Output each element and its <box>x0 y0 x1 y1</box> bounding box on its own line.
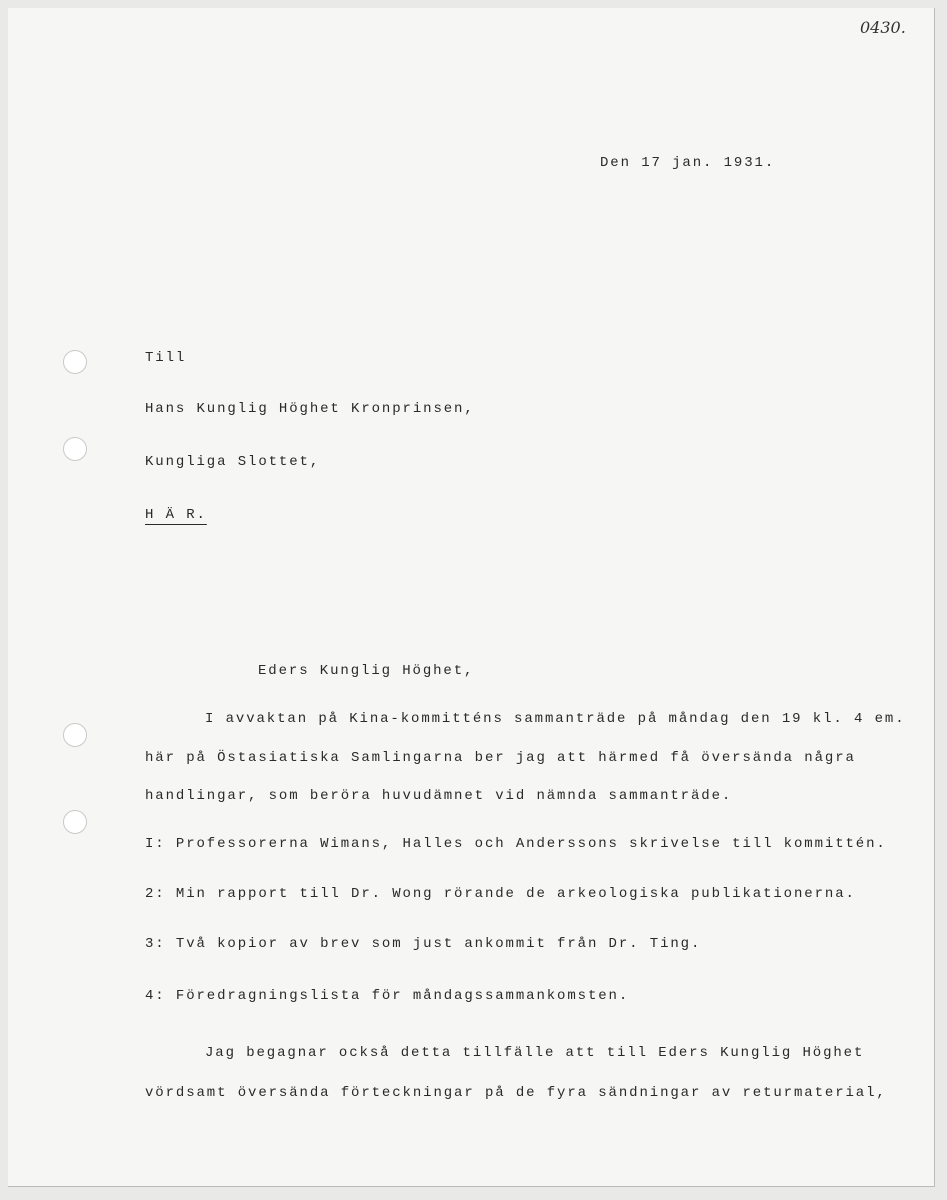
body-line: vördsamt översända förteckningar på de fyra sändningar av returmaterial, <box>145 1085 887 1101</box>
body-line: här på Östasiatiska Samlingarna ber jag att härmed få översända några <box>145 750 856 766</box>
punch-hole <box>63 810 87 834</box>
punch-hole <box>63 723 87 747</box>
punch-hole <box>63 437 87 461</box>
enclosure-item: 3: Två kopior av brev som just ankommit från Dr. Ting. <box>145 936 702 952</box>
archive-number: 0430. <box>860 18 906 37</box>
punch-hole <box>63 350 87 374</box>
enclosure-item: 2: Min rapport till Dr. Wong rörande de arkeologiska publikationerna. <box>145 886 856 902</box>
body-line: handlingar, som beröra huvudämnet vid nämnda sammanträde. <box>145 788 733 804</box>
address-line: H Ä R. <box>145 507 207 523</box>
body-line: I avvaktan på Kina-kommitténs sammanträde på måndag den 19 kl. 4 em. <box>205 711 906 727</box>
body-line: Jag begagnar också detta tillfälle att till Eders Kunglig Höghet <box>205 1045 865 1061</box>
salutation: Eders Kunglig Höghet, <box>258 663 475 679</box>
letter-date: Den 17 jan. 1931. <box>600 155 776 171</box>
letter-page <box>8 8 935 1187</box>
address-line: Hans Kunglig Höghet Kronprinsen, <box>145 401 475 417</box>
enclosure-item: I: Professorerna Wimans, Halles och Anderssons skrivelse till kommittén. <box>145 836 887 852</box>
address-line: Till <box>145 350 187 366</box>
address-line: Kungliga Slottet, <box>145 454 321 470</box>
enclosure-item: 4: Föredragningslista för måndagssammankomsten. <box>145 988 630 1004</box>
